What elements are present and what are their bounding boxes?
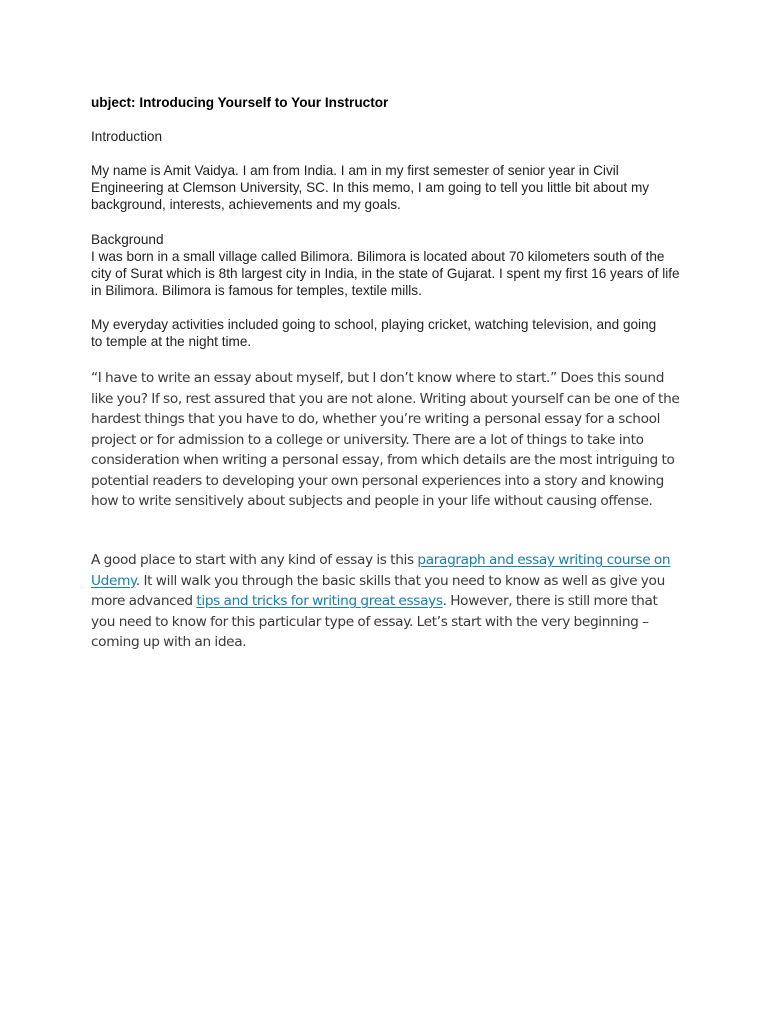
essay-paragraph-2-text-1: A good place to start with any kind of essay is this xyxy=(91,552,418,568)
background-paragraph: I was born in a small village called Bilimora. Bilimora is located about 70 kilometers south of the city of Surat which is 8th largest city in India, in the state of Gujarat. I spent my first 16 years of life in Bilimora. Bilimora is famous for temples, textile mills. xyxy=(91,249,680,298)
essay-paragraph-2 xyxy=(91,550,681,653)
background-heading: Background xyxy=(91,232,164,247)
essay-paragraph-2-text-3: . However, there is still more that you need to know for this particular type of essay. Let’s start with the very beginning – coming up with an idea. xyxy=(91,593,658,650)
memo-subject: ubject: Introducing Yourself to Your Instructor xyxy=(91,95,389,110)
course-link[interactable]: paragraph and essay writing course on Udemy xyxy=(91,552,671,589)
essay-paragraph-1: “I have to write an essay about myself, but I don’t know where to start.” Does this sound like you? If so, rest assured that you are not alone. Writing about yourself can be one of the hardest things that you have to do, whether you’re writing a personal essay for a school project or for admission to a college or university. There are a lot of things to take into consideration when writing a personal essay, from which details are the most intriguing to potential readers to developing your own personal experiences into a story and knowing how to write sensitively about subjects and people in your life without causing offense. xyxy=(91,370,680,509)
essay-paragraph-2-text-2: . It will walk you through the basic skills that you need to know as well as give you more advanced xyxy=(91,572,665,609)
introduction-paragraph: My name is Amit Vaidya. I am from India. I am in my first semester of senior year in Civil Engineering at Clemson University, SC. In this memo, I am going to tell you little bit about my background, interests, achievements and my goals. xyxy=(91,163,650,212)
introduction-heading: Introduction xyxy=(91,129,163,144)
activities-paragraph: My everyday activities included going to school, playing cricket, watching television, and going to temple at the night time. xyxy=(91,317,657,349)
tips-link[interactable]: tips and tricks for writing great essays xyxy=(196,593,443,609)
